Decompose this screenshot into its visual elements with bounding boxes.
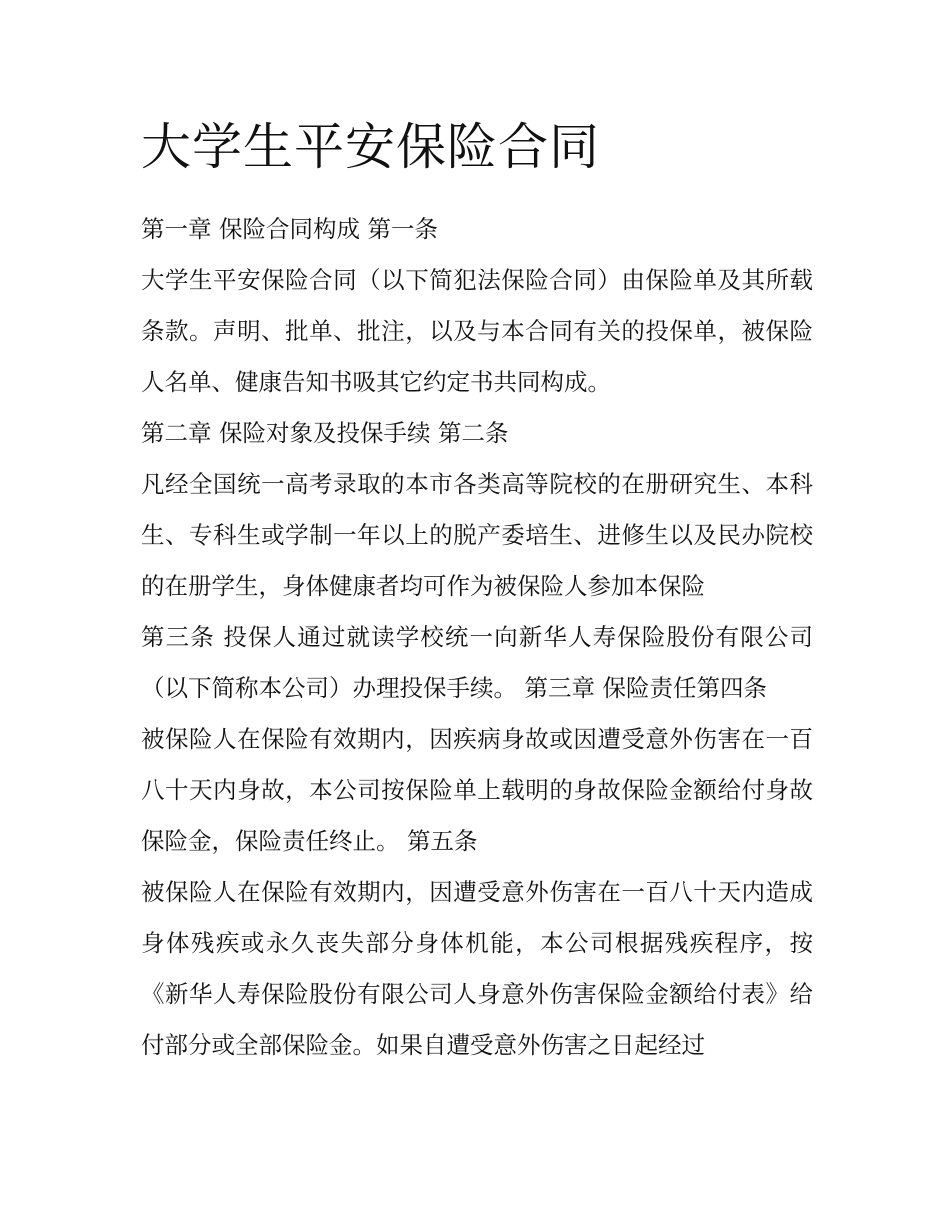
paragraph-death-benefit: 被保险人在保险有效期内，因疾病身故或因遭受意外伤害在一百八十天内身故，本公司按保险单上载明的身故保险金额给付身故保险金，保险责任终止。 第五条	[141, 725, 813, 855]
document-title: 大学生平安保险合同	[141, 118, 600, 176]
paragraph-disability-benefit: 被保险人在保险有效期内，因遭受意外伤害在一百八十天内造成身体残疾或永久丧失部分身体机能，本公司根据残疾程序，按《新华人寿保险股份有限公司人身意外伤害保险金额给付表》给付部分或全部保险金。如果自遭受意外伤害之日起经过	[141, 878, 813, 1059]
document-body	[141, 204, 813, 1071]
paragraph-insured-eligibility: 凡经全国统一高考录取的本市各类高等院校的在册研究生、本科生、专科生或学制一年以上的脱产委培生、进修生以及民办院校的在册学生，身体健康者均可作为被保险人参加本保险	[141, 470, 813, 600]
document-content	[141, 114, 813, 1071]
paragraph-article-3: 第三条 投保人通过就读学校统一向新华人寿保险股份有限公司（以下简称本公司）办理投保手续。 第三章 保险责任第四条	[141, 623, 813, 702]
chapter-1-heading: 第一章 保险合同构成 第一条	[141, 215, 438, 243]
paragraph-contract-composition: 大学生平安保险合同（以下简犯法保险合同）由保险单及其所载条款。声明、批单、批注，以及与本合同有关的投保单，被保险人名单、健康告知书吸其它约定书共同构成。	[141, 266, 813, 396]
chapter-2-heading: 第二章 保险对象及投保手续 第二条	[141, 419, 509, 447]
